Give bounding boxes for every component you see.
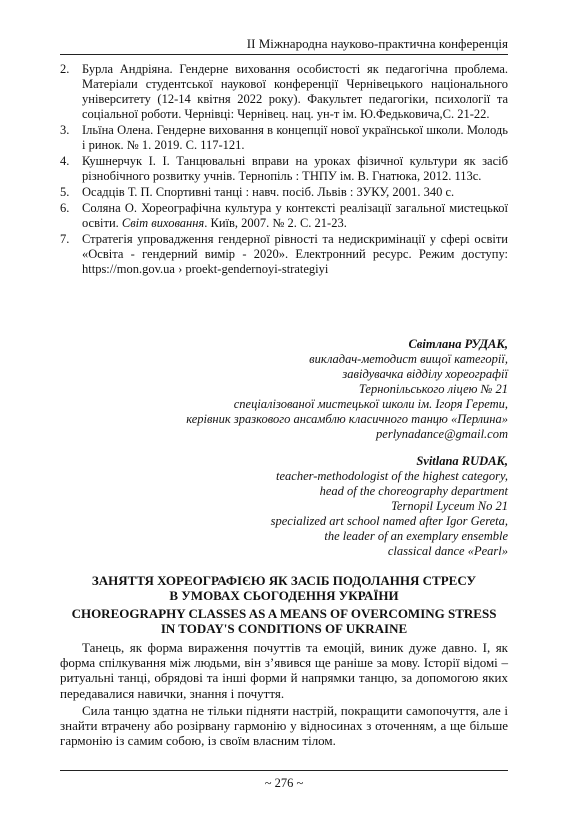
author-line: завідувачка відділу хореографії xyxy=(342,367,508,381)
body-paragraph: Сила танцю здатна не тільки підняти настрій, покращити самопочуття, але і знайти втрачену або розірвану гармонію у відносинах з оточенням, а ще більше гармонію із самим собою, із своїм власним тілом. xyxy=(60,702,508,749)
author-line: спеціалізованої мистецької школи ім. Ігоря Герети, xyxy=(233,397,508,411)
reference-text: Ільїна Олена. Гендерне виховання в концепції нової української школи. Молодь і ринок. № 1. 2019. С. 117-121. xyxy=(82,123,508,152)
reference-text: Соляна О. Хореографічна культура у контексті реалізації загальної мистецької освіти. xyxy=(82,201,508,230)
reference-number: 4. xyxy=(60,154,70,168)
reference-item xyxy=(60,123,508,153)
reference-text: Кушнерчук І. І. Танцювальні вправи на уроках фізичної культури як засіб різнобічного розвитку учнів. Тернопіль : ТНПУ ім. В. Гнатюка, 2012. 113с. xyxy=(82,154,508,183)
author-line: викладач-методист вищої категорії, xyxy=(309,352,508,366)
reference-number: 5. xyxy=(60,185,70,199)
reference-journal: Світ виховання xyxy=(121,216,205,230)
author-line: керівник зразкового ансамблю класичного танцю «Перлина» xyxy=(186,412,508,426)
reference-item xyxy=(60,62,508,122)
body-paragraph: Танець, як форма вираження почуттів та емоцій, виник дуже давно. І, як форма спілкування між людьми, він з’явився ще раніше за мову. Історії відомі – ритуальні танці, обрядові та інші форми й напрямки танцю, за допомогою яких передавалися навички, знання і почуття. xyxy=(60,640,508,701)
reference-item xyxy=(60,232,508,277)
reference-number: 6. xyxy=(60,201,70,215)
title-line: CHOREOGRAPHY CLASSES AS A MEANS OF OVERCOMING STRESS xyxy=(71,606,497,621)
page-number: ~ 276 ~ xyxy=(60,770,508,791)
reference-number: 7. xyxy=(60,232,70,246)
reference-text-tail: . Київ, 2007. № 2. С. 21-23. xyxy=(204,216,347,230)
title-line: В УМОВАХ СЬОГОДЕННЯ УКРАЇНИ xyxy=(169,588,399,603)
author-block-en xyxy=(88,454,508,559)
article-title-en xyxy=(60,606,508,636)
reference-number: 2. xyxy=(60,62,70,76)
author-email: perlynadance@gmail.com xyxy=(376,427,508,441)
article-body xyxy=(60,640,508,750)
author-line: Тернопільського ліцею № 21 xyxy=(358,382,508,396)
reference-text: Стратегія упровадження гендерної рівності та недискримінації у сфері освіти «Освіта - гендерний вимір - 2020». Електронний ресурс. Режим доступу: https://mon.gov.ua › proekt-gendernoyi-strategiyi xyxy=(82,232,508,276)
author-line: classical dance «Pearl» xyxy=(387,544,508,558)
running-header: ІІ Міжнародна науково-практична конференція xyxy=(60,36,508,55)
article-title-ua xyxy=(60,573,508,603)
reference-item xyxy=(60,201,508,231)
author-name: Світлана РУДАК, xyxy=(408,337,508,351)
reference-item xyxy=(60,154,508,184)
author-line: specialized art school named after Igor Gereta, xyxy=(270,514,508,528)
reference-number: 3. xyxy=(60,123,70,137)
author-name: Svitlana RUDAK, xyxy=(416,454,508,468)
reference-text: Бурла Андріяна. Гендерне виховання особистості як педагогічна проблема. Матеріали студентської наукової конференції Чернівецького національного університету (12-14 квітня 2022 року). Факультет педагогіки, психології та соціальної роботи. Чернівці: Чернівец. нац. ун-т ім. Ю.Федьковича,С. 21-22. xyxy=(82,62,508,121)
title-line: ЗАНЯТТЯ ХОРЕОГРАФІЄЮ ЯК ЗАСІБ ПОДОЛАННЯ СТРЕСУ xyxy=(91,573,477,588)
author-line: the leader of an exemplary ensemble xyxy=(324,529,508,543)
title-line: IN TODAY'S CONDITIONS OF UKRAINE xyxy=(160,621,408,636)
reference-item xyxy=(60,185,508,200)
author-line: head of the choreography department xyxy=(319,484,508,498)
author-line: Ternopil Lyceum No 21 xyxy=(391,499,508,513)
reference-list xyxy=(60,62,508,278)
author-line: teacher-methodologist of the highest category, xyxy=(276,469,508,483)
reference-text: Осадців Т. П. Спортивні танці : навч. посіб. Львів : ЗУКУ, 2001. 340 с. xyxy=(82,185,455,199)
author-block-ua xyxy=(88,337,508,442)
